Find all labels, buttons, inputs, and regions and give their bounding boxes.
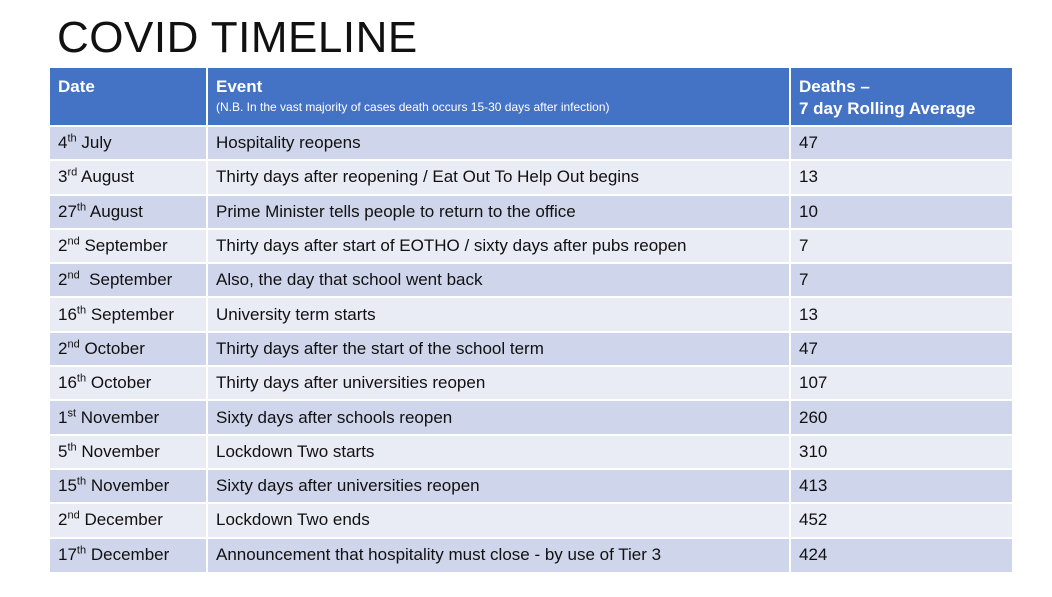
event-cell: Hospitality reopens xyxy=(207,126,790,160)
date-cell xyxy=(50,297,207,331)
header-event-label: Event xyxy=(216,77,263,96)
date-suffix: th xyxy=(76,544,87,557)
date-month: September xyxy=(90,304,175,324)
date-cell xyxy=(50,160,207,194)
date-day: 1 xyxy=(58,407,68,427)
deaths-cell: 107 xyxy=(790,366,1012,400)
date-cell xyxy=(50,229,207,263)
table-row xyxy=(50,400,1012,434)
table-row xyxy=(50,538,1012,572)
date-suffix: rd xyxy=(67,166,78,179)
table-row xyxy=(50,263,1012,297)
date-month: August xyxy=(81,167,134,187)
event-cell: Thirty days after the start of the school term xyxy=(207,332,790,366)
date-cell xyxy=(50,503,207,537)
header-event-note: (N.B. In the vast majority of cases death occurs 15-30 days after infection) xyxy=(216,100,610,114)
table-row xyxy=(50,366,1012,400)
date-day: 16 xyxy=(58,373,77,393)
date-day: 5 xyxy=(58,441,68,461)
table-body xyxy=(50,126,1012,572)
event-cell: Also, the day that school went back xyxy=(207,263,790,297)
date-day: 16 xyxy=(58,304,77,324)
date-suffix: th xyxy=(76,372,87,385)
deaths-cell: 47 xyxy=(790,126,1012,160)
date-cell xyxy=(50,538,207,572)
date-cell xyxy=(50,400,207,434)
date-month: September xyxy=(84,236,168,256)
deaths-cell: 452 xyxy=(790,503,1012,537)
header-date xyxy=(50,68,207,126)
date-day: 17 xyxy=(58,545,77,565)
deaths-cell: 424 xyxy=(790,538,1012,572)
deaths-cell: 47 xyxy=(790,332,1012,366)
date-suffix: th xyxy=(67,132,77,145)
page-title: COVID TIMELINE xyxy=(57,13,418,62)
deaths-cell: 310 xyxy=(790,435,1012,469)
date-day: 27 xyxy=(58,201,77,221)
event-cell: Thirty days after start of EOTHO / sixty days after pubs reopen xyxy=(207,229,790,263)
header-deaths xyxy=(790,68,1012,126)
date-month: November xyxy=(80,407,160,427)
date-day: 2 xyxy=(58,270,68,290)
date-day: 2 xyxy=(58,338,68,358)
event-cell: Sixty days after universities reopen xyxy=(207,469,790,503)
date-day: 2 xyxy=(58,236,68,256)
event-cell: Announcement that hospitality must close - by use of Tier 3 xyxy=(207,538,790,572)
event-cell: Lockdown Two ends xyxy=(207,503,790,537)
deaths-cell: 13 xyxy=(790,160,1012,194)
header-date-label: Date xyxy=(58,77,95,96)
event-cell: Lockdown Two starts xyxy=(207,435,790,469)
table-row xyxy=(50,435,1012,469)
table-row xyxy=(50,297,1012,331)
event-cell: Sixty days after schools reopen xyxy=(207,400,790,434)
date-cell xyxy=(50,263,207,297)
deaths-cell: 260 xyxy=(790,400,1012,434)
date-cell xyxy=(50,195,207,229)
table-row xyxy=(50,229,1012,263)
date-suffix: th xyxy=(67,441,77,454)
date-month: December xyxy=(90,545,170,565)
date-cell xyxy=(50,126,207,160)
deaths-cell: 7 xyxy=(790,263,1012,297)
date-cell xyxy=(50,366,207,400)
date-month: July xyxy=(81,133,112,153)
date-month: September xyxy=(84,270,173,290)
date-day: 15 xyxy=(58,476,77,496)
date-suffix: nd xyxy=(67,269,80,282)
header-deaths-line1: Deaths – xyxy=(799,77,870,96)
event-cell: Thirty days after universities reopen xyxy=(207,366,790,400)
date-day: 2 xyxy=(58,510,68,530)
date-day: 3 xyxy=(58,167,68,187)
table-row xyxy=(50,160,1012,194)
header-event xyxy=(207,68,790,126)
date-suffix: nd xyxy=(67,235,80,248)
deaths-cell: 413 xyxy=(790,469,1012,503)
deaths-cell: 13 xyxy=(790,297,1012,331)
date-month: August xyxy=(89,201,143,221)
table-row xyxy=(50,503,1012,537)
table-row xyxy=(50,195,1012,229)
date-suffix: th xyxy=(76,201,87,214)
date-day: 4 xyxy=(58,133,68,153)
deaths-cell: 7 xyxy=(790,229,1012,263)
date-month: October xyxy=(90,373,152,393)
date-month: October xyxy=(84,338,145,358)
date-suffix: st xyxy=(67,406,77,419)
date-month: November xyxy=(81,441,160,461)
event-cell: University term starts xyxy=(207,297,790,331)
date-suffix: nd xyxy=(67,338,80,351)
event-cell: Thirty days after reopening / Eat Out To Help Out begins xyxy=(207,160,790,194)
date-suffix: nd xyxy=(67,509,80,522)
date-cell xyxy=(50,435,207,469)
table-row xyxy=(50,332,1012,366)
event-cell: Prime Minister tells people to return to the office xyxy=(207,195,790,229)
table-row xyxy=(50,469,1012,503)
header-deaths-line2: 7 day Rolling Average xyxy=(799,99,976,118)
table-header xyxy=(50,68,1012,126)
date-cell xyxy=(50,332,207,366)
date-suffix: th xyxy=(76,475,87,488)
table-row xyxy=(50,126,1012,160)
timeline-table xyxy=(50,68,1012,572)
deaths-cell: 10 xyxy=(790,195,1012,229)
date-suffix: th xyxy=(76,303,87,316)
header-row xyxy=(50,68,1012,126)
date-cell xyxy=(50,469,207,503)
date-month: November xyxy=(90,476,170,496)
date-month: December xyxy=(84,510,163,530)
